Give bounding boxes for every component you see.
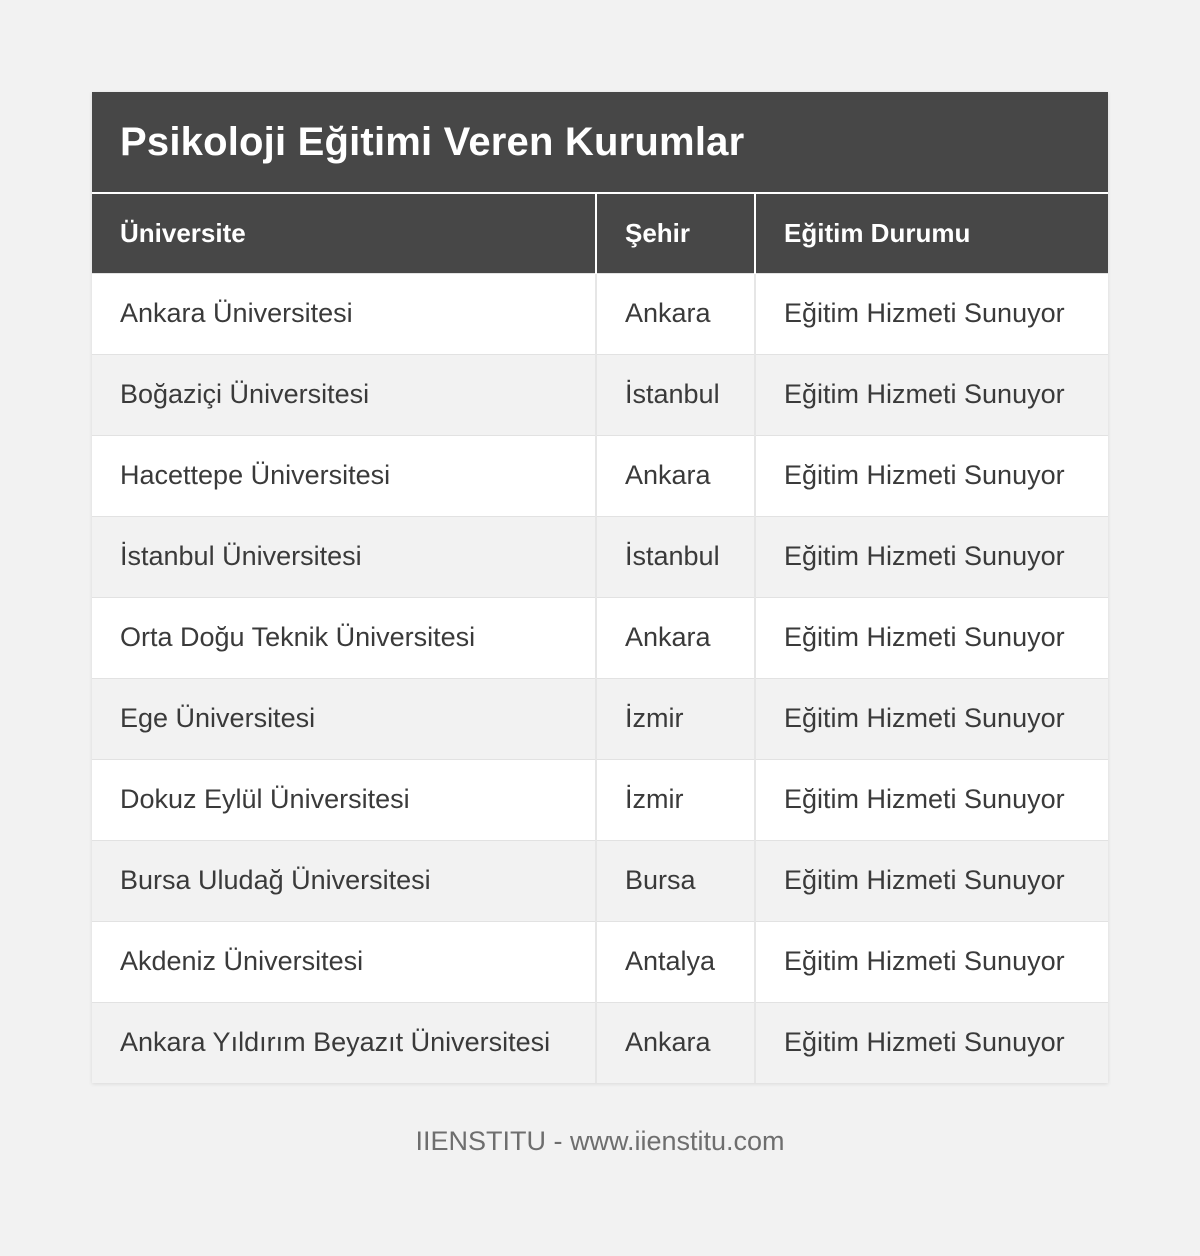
column-header-sehir: Şehir	[596, 194, 755, 273]
table-row	[92, 354, 1108, 435]
cell-egitim-durumu: Eğitim Hizmeti Sunuyor	[755, 354, 1108, 435]
cell-egitim-durumu: Eğitim Hizmeti Sunuyor	[755, 273, 1108, 354]
cell-egitim-durumu: Eğitim Hizmeti Sunuyor	[755, 678, 1108, 759]
cell-egitim-durumu: Eğitim Hizmeti Sunuyor	[755, 840, 1108, 921]
cell-sehir: Bursa	[596, 840, 755, 921]
table-row	[92, 759, 1108, 840]
cell-egitim-durumu: Eğitim Hizmeti Sunuyor	[755, 597, 1108, 678]
cell-universite: Ankara Üniversitesi	[92, 273, 596, 354]
cell-universite: İstanbul Üniversitesi	[92, 516, 596, 597]
table-row	[92, 678, 1108, 759]
cell-universite: Orta Doğu Teknik Üniversitesi	[92, 597, 596, 678]
cell-sehir: Ankara	[596, 597, 755, 678]
column-header-egitim-durumu: Eğitim Durumu	[755, 194, 1108, 273]
cell-egitim-durumu: Eğitim Hizmeti Sunuyor	[755, 435, 1108, 516]
table-card	[92, 92, 1108, 1083]
footer-credit: IIENSTITU - www.iienstitu.com	[415, 1126, 785, 1156]
cell-universite: Hacettepe Üniversitesi	[92, 435, 596, 516]
cell-sehir: İstanbul	[596, 354, 755, 435]
institutions-table	[92, 194, 1108, 1083]
cell-sehir: İzmir	[596, 759, 755, 840]
cell-egitim-durumu: Eğitim Hizmeti Sunuyor	[755, 759, 1108, 840]
cell-sehir: Antalya	[596, 921, 755, 1002]
table-row	[92, 921, 1108, 1002]
table-row	[92, 435, 1108, 516]
cell-egitim-durumu: Eğitim Hizmeti Sunuyor	[755, 921, 1108, 1002]
title-bar	[92, 92, 1108, 194]
table-row	[92, 1002, 1108, 1083]
table-header-row	[92, 194, 1108, 273]
table-row	[92, 516, 1108, 597]
cell-universite: Ankara Yıldırım Beyazıt Üniversitesi	[92, 1002, 596, 1083]
cell-universite: Boğaziçi Üniversitesi	[92, 354, 596, 435]
page-title: Psikoloji Eğitimi Veren Kurumlar	[120, 119, 745, 164]
cell-egitim-durumu: Eğitim Hizmeti Sunuyor	[755, 1002, 1108, 1083]
cell-sehir: Ankara	[596, 1002, 755, 1083]
column-header-universite: Üniversite	[92, 194, 596, 273]
table-row	[92, 597, 1108, 678]
cell-universite: Bursa Uludağ Üniversitesi	[92, 840, 596, 921]
cell-sehir: Ankara	[596, 435, 755, 516]
cell-sehir: İzmir	[596, 678, 755, 759]
cell-universite: Dokuz Eylül Üniversitesi	[92, 759, 596, 840]
cell-sehir: İstanbul	[596, 516, 755, 597]
table-row	[92, 273, 1108, 354]
table-row	[92, 840, 1108, 921]
cell-egitim-durumu: Eğitim Hizmeti Sunuyor	[755, 516, 1108, 597]
cell-universite: Ege Üniversitesi	[92, 678, 596, 759]
cell-universite: Akdeniz Üniversitesi	[92, 921, 596, 1002]
cell-sehir: Ankara	[596, 273, 755, 354]
